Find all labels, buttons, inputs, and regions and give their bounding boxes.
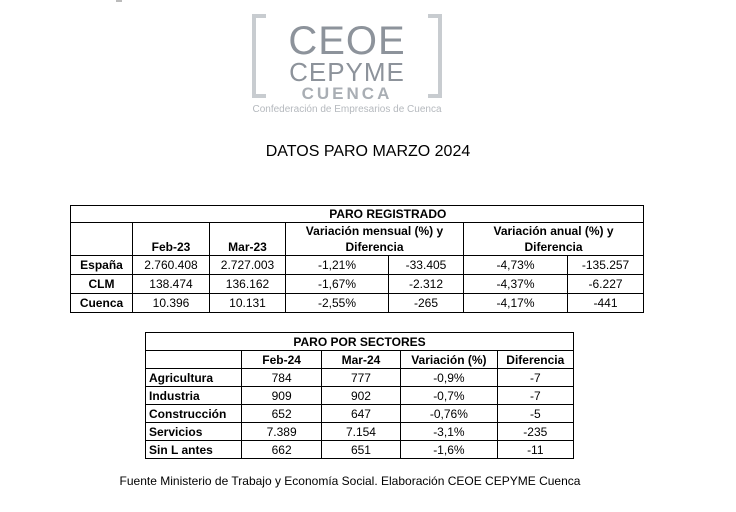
table-cell: -0,7% (401, 387, 497, 405)
table-cell: 651 (321, 441, 400, 459)
logo-ceoe-text: CEOE (288, 19, 406, 63)
paro-registrado-table (70, 205, 644, 313)
col-header-diferencia: Diferencia (497, 351, 573, 369)
table-row (146, 387, 574, 405)
document-title: DATOS PARO MARZO 2024 (265, 143, 471, 160)
row-label: CLM (71, 275, 133, 294)
table-cell: -235 (497, 423, 573, 441)
table-row (146, 423, 574, 441)
table-cell: -6.227 (568, 275, 644, 294)
table-cell: 652 (242, 405, 321, 423)
table-cell: -3,1% (401, 423, 497, 441)
table-row (71, 256, 644, 275)
table-cell: -0,9% (401, 369, 497, 387)
col-header-feb-23: Feb-23 (133, 223, 210, 256)
table-cell: 2.760.408 (133, 256, 210, 275)
table-cell: -1,21% (286, 256, 389, 275)
logo-cuenca-text: CUENCA (301, 84, 393, 103)
table-cell: 784 (242, 369, 321, 387)
table-row (71, 275, 644, 294)
paro-por-sectores-title: PARO POR SECTORES (146, 333, 574, 351)
col-header-feb-24: Feb-24 (242, 351, 321, 369)
table-cell: 902 (321, 387, 400, 405)
source-footnote: Fuente Ministerio de Trabajo y Economía Social. Elaboración CEOE CEPYME Cuenca (119, 474, 581, 488)
col-header-variacion: Variación (%) (401, 351, 497, 369)
col-header-mar-24: Mar-24 (321, 351, 400, 369)
table-cell: -0,76% (401, 405, 497, 423)
row-label: Industria (146, 387, 242, 405)
row-label: Sin L antes (146, 441, 242, 459)
table-cell: -2,55% (286, 294, 389, 313)
table-cell: -33.405 (389, 256, 464, 275)
table-cell: 138.474 (133, 275, 210, 294)
table-cell: -5 (497, 405, 573, 423)
table-cell: -1,67% (286, 275, 389, 294)
row-label: Agricultura (146, 369, 242, 387)
paro-por-sectores-table (145, 332, 574, 459)
table-cell: -7 (497, 369, 573, 387)
table-row (71, 294, 644, 313)
logo-tagline: Confederación de Empresarios de Cuenca (252, 104, 442, 115)
row-label: España (71, 256, 133, 275)
table-cell: -2.312 (389, 275, 464, 294)
table-cell: 777 (321, 369, 400, 387)
table-cell: -441 (568, 294, 644, 313)
table-cell: 10.396 (133, 294, 210, 313)
table-cell: -11 (497, 441, 573, 459)
table-cell: 662 (242, 441, 321, 459)
table-cell: -4,73% (464, 256, 568, 275)
col-header-variacion-mensual: Variación mensual (%) y Diferencia (286, 223, 464, 256)
table-cell: -4,17% (464, 294, 568, 313)
col-header-mar-23: Mar-23 (210, 223, 286, 256)
table-row (146, 405, 574, 423)
col-header-variacion-anual: Variación anual (%) y Diferencia (464, 223, 644, 256)
row-label: Cuenca (71, 294, 133, 313)
table-cell: -135.257 (568, 256, 644, 275)
table-row (146, 441, 574, 459)
table-cell: -265 (389, 294, 464, 313)
table-cell: -1,6% (401, 441, 497, 459)
table-cell: 7.154 (321, 423, 400, 441)
table-cell: -7 (497, 387, 573, 405)
table-cell: -4,37% (464, 275, 568, 294)
table-cell: 647 (321, 405, 400, 423)
row-label: Construcción (146, 405, 242, 423)
table-cell: 7.389 (242, 423, 321, 441)
logo-cepyme-text: CEPYME (289, 57, 405, 87)
table-cell: 136.162 (210, 275, 286, 294)
row-label: Servicios (146, 423, 242, 441)
table-cell: 10.131 (210, 294, 286, 313)
top-edge-mark (116, 0, 122, 2)
table-row (146, 369, 574, 387)
paro-registrado-title: PARO REGISTRADO (133, 206, 644, 223)
table-cell: 2.727.003 (210, 256, 286, 275)
ceoe-cepyme-cuenca-logo (252, 14, 442, 118)
table-cell: 909 (242, 387, 321, 405)
